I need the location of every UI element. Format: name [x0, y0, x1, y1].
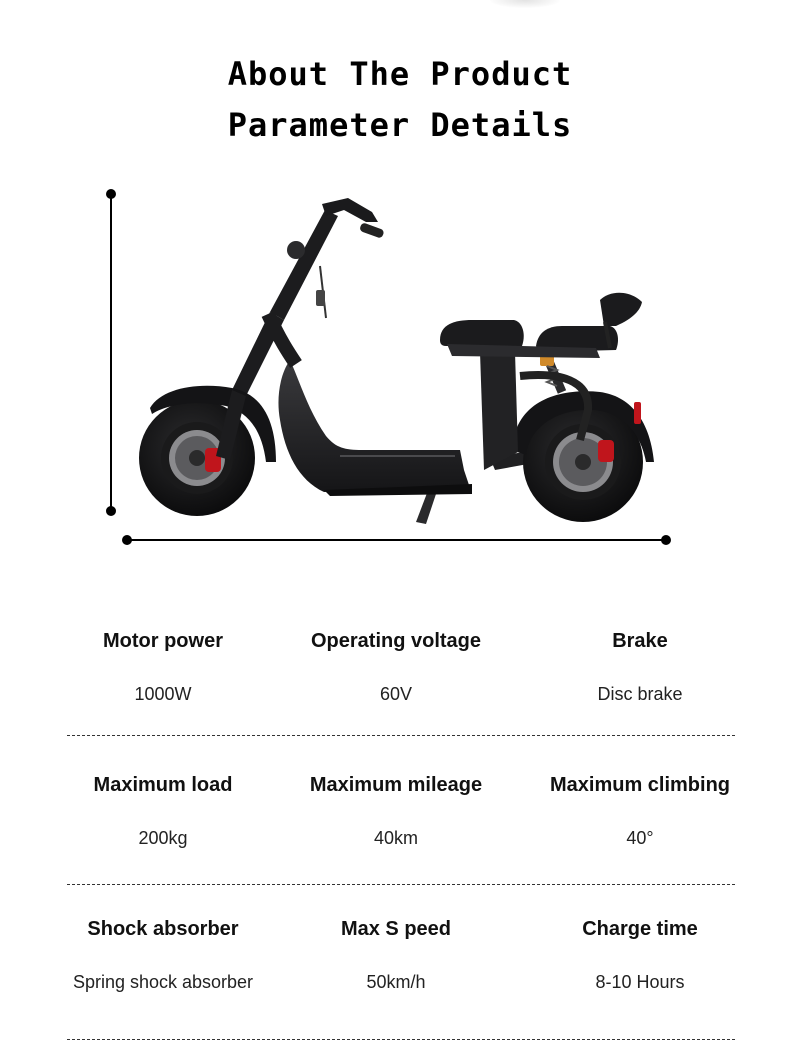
top-decoration [490, 0, 560, 8]
spec-label: Max S peed [340, 918, 452, 940]
spec-row [0, 744, 800, 888]
spec-label: Maximum load [93, 774, 233, 796]
spec-label: Maximum mileage [309, 774, 483, 796]
page-title-line1: About The Product [227, 55, 573, 93]
spec-value: 40° [626, 828, 654, 848]
front-seat [440, 320, 524, 346]
spec-label: Brake [612, 630, 668, 652]
spec-value: 200kg [138, 828, 188, 848]
dashed-divider [67, 1039, 735, 1040]
spec-label: Maximum climbing [549, 774, 731, 796]
dashed-divider [67, 884, 735, 885]
scooter-body [278, 360, 470, 492]
dimension-length [122, 535, 671, 545]
backrest [600, 293, 642, 326]
spec-grid [0, 600, 800, 1042]
spec-value: 1000W [134, 684, 192, 704]
spec-label: Shock absorber [87, 918, 239, 940]
tail-light [634, 402, 641, 424]
page-title-line2: Parameter Details [227, 106, 573, 144]
spec-label: Motor power [103, 630, 223, 652]
spec-value: 40km [373, 828, 418, 848]
scooter-illustration [0, 180, 800, 560]
spec-label: Operating voltage [310, 630, 482, 652]
spec-value: 50km/h [366, 972, 426, 992]
rear-brake-caliper [598, 440, 614, 462]
spec-value: Spring shock absorber [72, 972, 254, 992]
product-figure [0, 180, 800, 560]
spec-label: Charge time [582, 918, 698, 940]
spec-value: 60V [379, 684, 413, 704]
dashed-divider [67, 735, 735, 736]
spec-row [0, 888, 800, 1042]
spec-row [0, 600, 800, 744]
dimension-height [106, 189, 116, 516]
spec-value: 8-10 Hours [595, 972, 685, 992]
headlight [287, 241, 305, 259]
battery-column [480, 352, 518, 470]
spec-value: Disc brake [597, 684, 683, 704]
